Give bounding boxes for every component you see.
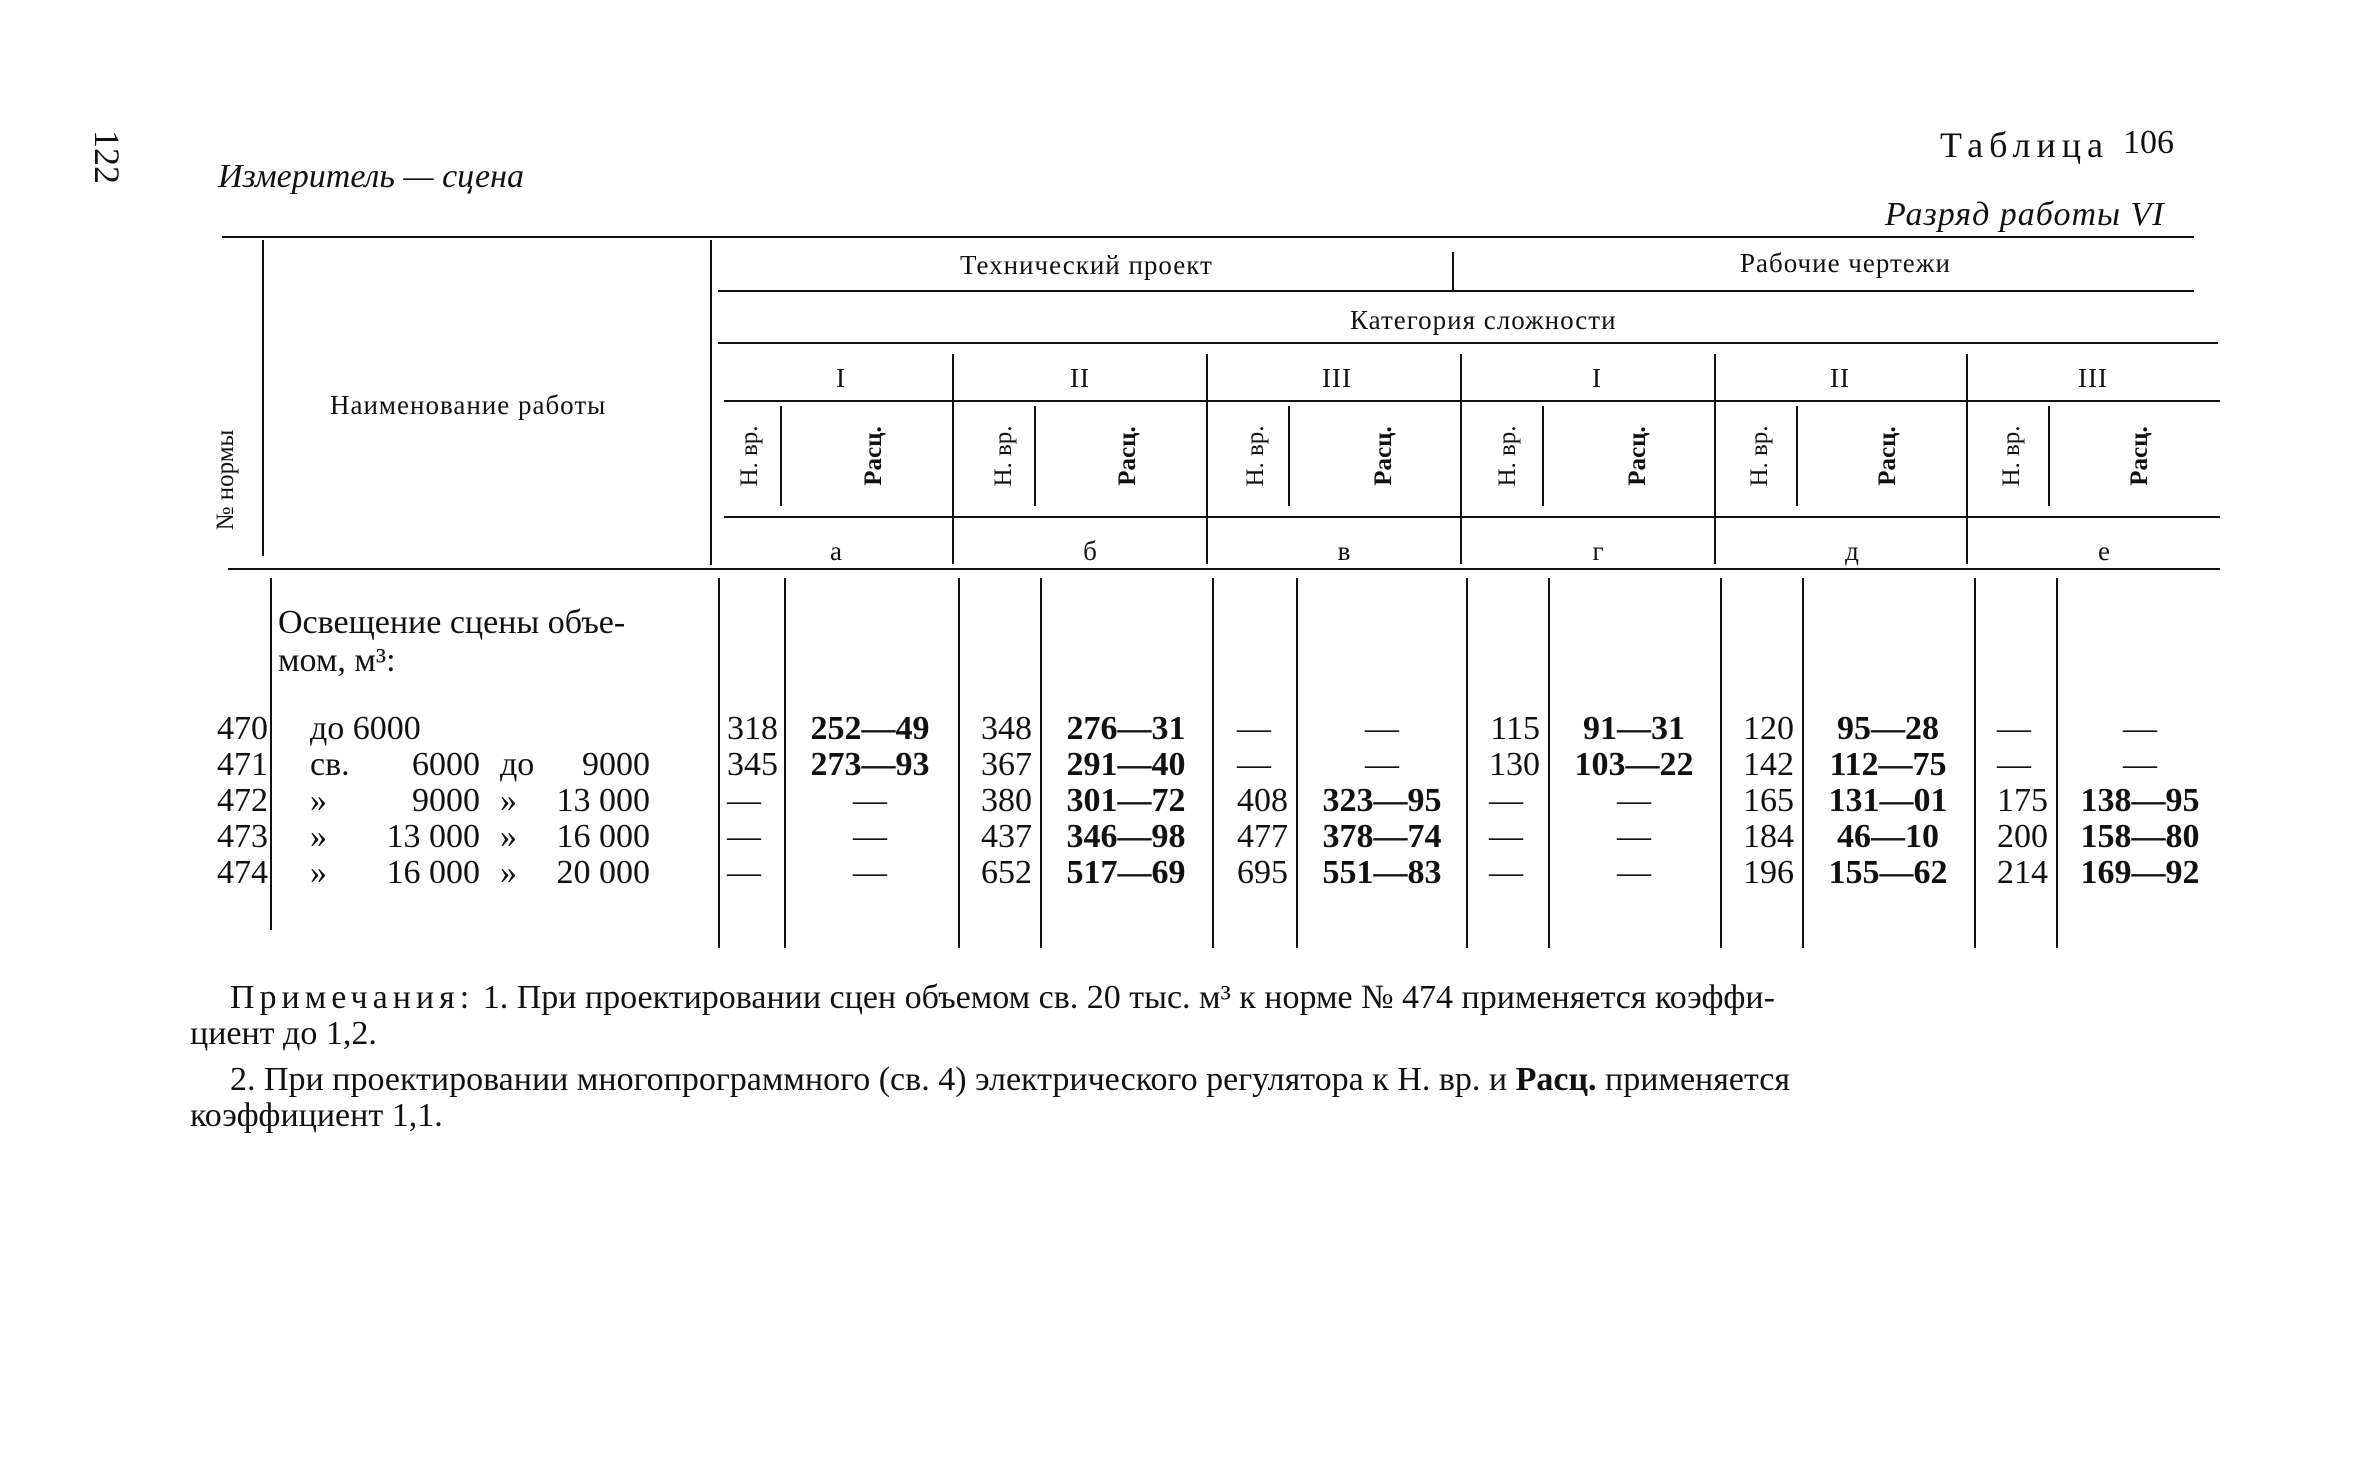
sub-divider-6 bbox=[2048, 406, 2050, 506]
time-norm-cell: 214 bbox=[1997, 854, 2048, 891]
work-name-part: » bbox=[500, 854, 517, 891]
category-label: III bbox=[1322, 363, 1352, 393]
rate-cell: — bbox=[2123, 746, 2157, 783]
header-technical-project: Технический проект bbox=[960, 250, 1213, 280]
subheader-rasc: Расц. bbox=[860, 426, 887, 486]
rate-cell: 517—69 bbox=[1066, 854, 1186, 891]
page-number: 122 bbox=[87, 130, 127, 184]
work-name-part: 13 000 bbox=[556, 782, 650, 819]
norm-number: 474 bbox=[217, 854, 268, 891]
header-work-name: Наименование работы bbox=[330, 390, 607, 420]
header-bottom-rule bbox=[228, 568, 2220, 570]
rate-cell: 276—31 bbox=[1066, 710, 1186, 747]
norm-number: 472 bbox=[217, 782, 268, 819]
note-1-continuation: циент до 1,2. bbox=[190, 1015, 377, 1052]
time-norm-cell: — bbox=[1237, 710, 1271, 747]
category-label: I bbox=[836, 363, 846, 393]
cat-divider-1 bbox=[952, 354, 954, 564]
rate-cell: 103—22 bbox=[1574, 746, 1694, 783]
body-col-line-11 bbox=[1974, 578, 1976, 948]
table-top-rule bbox=[222, 236, 2194, 238]
rate-cell: — bbox=[853, 854, 887, 891]
rate-cell: 301—72 bbox=[1066, 782, 1186, 819]
column-letter: а bbox=[830, 536, 842, 566]
work-name-part: » bbox=[310, 782, 327, 819]
time-norm-cell: 115 bbox=[1490, 710, 1540, 747]
time-norm-cell: — bbox=[1489, 782, 1523, 819]
time-norm-cell: — bbox=[1237, 746, 1271, 783]
header-complexity: Категория сложности bbox=[1350, 305, 1617, 335]
column-letter: в bbox=[1337, 536, 1351, 566]
note-2-text-a: 2. При проектировании многопрограммного (св. 4) электрического регулятора к Н. вр. и bbox=[230, 1061, 1508, 1098]
subheader-rule bbox=[724, 516, 2220, 518]
notes-heading: Примечания: bbox=[230, 979, 475, 1016]
note-2-bold: Расц. bbox=[1515, 1061, 1597, 1098]
rate-cell: — bbox=[853, 782, 887, 819]
category-label: II bbox=[1830, 363, 1850, 393]
category-label: I bbox=[1592, 363, 1602, 393]
cat-divider-2 bbox=[1206, 354, 1208, 564]
body-col-line-5 bbox=[1212, 578, 1214, 948]
time-norm-cell: 437 bbox=[981, 818, 1032, 855]
time-norm-cell: 200 bbox=[1997, 818, 2048, 855]
norm-number: 470 bbox=[217, 710, 268, 747]
work-name-part: св. bbox=[310, 746, 350, 783]
time-norm-cell: 196 bbox=[1743, 854, 1794, 891]
subheader-rasc: Расц. bbox=[2126, 426, 2153, 486]
body-col-line-3 bbox=[958, 578, 960, 948]
body-col-line-7 bbox=[1466, 578, 1468, 948]
rate-cell: — bbox=[1617, 854, 1651, 891]
time-norm-cell: 184 bbox=[1743, 818, 1794, 855]
subheader-hvr: Н. вр. bbox=[1494, 425, 1521, 487]
time-norm-cell: 130 bbox=[1489, 746, 1540, 783]
note-2-text-b: применяется bbox=[1605, 1061, 1790, 1098]
work-name-part: 16 000 bbox=[386, 854, 480, 891]
time-norm-cell: 318 bbox=[727, 710, 778, 747]
work-name-part: » bbox=[310, 818, 327, 855]
subheader-hvr: Н. вр. bbox=[1998, 425, 2025, 487]
category-label: III bbox=[2078, 363, 2108, 393]
notes bbox=[190, 979, 2220, 1144]
time-norm-cell: — bbox=[1489, 854, 1523, 891]
work-name-part: 6000 bbox=[412, 746, 480, 783]
column-letter: е bbox=[2098, 536, 2110, 566]
section-title-line1: Освещение сцены объе- bbox=[278, 604, 626, 641]
time-norm-cell: — bbox=[1997, 746, 2031, 783]
time-norm-cell: 348 bbox=[981, 710, 1032, 747]
header-working-drawings: Рабочие чертежи bbox=[1740, 248, 1951, 278]
time-norm-cell: 175 bbox=[1997, 782, 2048, 819]
column-letter: б bbox=[1083, 536, 1097, 566]
body-col-line-12 bbox=[2056, 578, 2058, 948]
body-col-line-8 bbox=[1548, 578, 1550, 948]
work-name-part: 13 000 bbox=[386, 818, 480, 855]
time-norm-cell: 367 bbox=[981, 746, 1032, 783]
table-title bbox=[1940, 124, 2174, 166]
subheader-hvr: Н. вр. bbox=[1746, 425, 1773, 487]
note-2-continuation: коэффициент 1,1. bbox=[190, 1097, 443, 1134]
rate-cell: — bbox=[1365, 710, 1399, 747]
time-norm-cell: 120 bbox=[1743, 710, 1794, 747]
time-norm-cell: 408 bbox=[1237, 782, 1288, 819]
work-name-part: 9000 bbox=[412, 782, 480, 819]
rate-cell: 346—98 bbox=[1066, 818, 1186, 855]
work-grade: Разряд работы VI bbox=[1885, 196, 2165, 233]
sub-divider-3 bbox=[1288, 406, 1290, 506]
subheader-rasc: Расц. bbox=[1624, 426, 1651, 486]
note-1 bbox=[190, 979, 2220, 1052]
sub-divider-5 bbox=[1796, 406, 1798, 506]
time-norm-cell: 345 bbox=[727, 746, 778, 783]
rate-cell: — bbox=[1617, 818, 1651, 855]
complexity-rule bbox=[718, 342, 2218, 344]
subheader-rasc: Расц. bbox=[1874, 426, 1901, 486]
rate-cell: 131—01 bbox=[1828, 782, 1948, 819]
time-norm-cell: — bbox=[727, 818, 761, 855]
rate-cell: 46—10 bbox=[1837, 818, 1939, 855]
rate-cell: 112—75 bbox=[1829, 746, 1947, 783]
group-divider bbox=[1452, 252, 1454, 290]
time-norm-cell: 477 bbox=[1237, 818, 1288, 855]
rate-cell: — bbox=[1365, 746, 1399, 783]
time-norm-cell: 695 bbox=[1237, 854, 1288, 891]
body-col-line-9 bbox=[1720, 578, 1722, 948]
rate-cell: 291—40 bbox=[1066, 746, 1186, 783]
cat-divider-4 bbox=[1714, 354, 1716, 564]
category-rule bbox=[724, 400, 2220, 402]
subheader-rasc: Расц. bbox=[1370, 426, 1397, 486]
work-name-part: 20 000 bbox=[556, 854, 650, 891]
group-rule bbox=[718, 290, 2194, 292]
section-title-line2: мом, м³: bbox=[278, 642, 396, 679]
rate-cell: 252—49 bbox=[810, 710, 930, 747]
work-name-part: 16 000 bbox=[556, 818, 650, 855]
note-1-text: 1. При проектировании сцен объемом св. 20 тыс. м³ к норме № 474 применяется коэффи- bbox=[482, 979, 1775, 1016]
work-name-part: » bbox=[310, 854, 327, 891]
subheader-hvr: Н. вр. bbox=[990, 425, 1017, 487]
subheader-rasc: Расц. bbox=[1114, 426, 1141, 486]
name-col-divider bbox=[710, 240, 712, 565]
time-norm-cell: 142 bbox=[1743, 746, 1794, 783]
norm-number: 471 bbox=[217, 746, 268, 783]
rate-cell: — bbox=[2123, 710, 2157, 747]
time-norm-cell: — bbox=[727, 782, 761, 819]
rate-cell: — bbox=[1617, 782, 1651, 819]
norm-number: 473 bbox=[217, 818, 268, 855]
work-name-part: до 6000 bbox=[310, 710, 421, 747]
rate-cell: 91—31 bbox=[1583, 710, 1685, 747]
cat-divider-5 bbox=[1966, 354, 1968, 564]
body-col-line-10 bbox=[1802, 578, 1804, 948]
time-norm-cell: 380 bbox=[981, 782, 1032, 819]
rate-cell: 95—28 bbox=[1837, 710, 1939, 747]
note-2 bbox=[190, 1061, 2220, 1134]
rate-cell: 155—62 bbox=[1828, 854, 1948, 891]
rate-cell: 158—80 bbox=[2080, 818, 2200, 855]
subheader-hvr: Н. вр. bbox=[1242, 425, 1269, 487]
body-no-divider bbox=[270, 578, 272, 930]
rate-cell: 323—95 bbox=[1322, 782, 1442, 819]
body-col-line-6 bbox=[1296, 578, 1298, 948]
table-title-label: Таблица bbox=[1940, 125, 2109, 165]
measure-label: Измеритель — сцена bbox=[218, 158, 524, 195]
column-letter: д bbox=[1845, 536, 1859, 566]
time-norm-cell: — bbox=[1489, 818, 1523, 855]
work-name-part: 9000 bbox=[582, 746, 650, 783]
rate-cell: 551—83 bbox=[1322, 854, 1442, 891]
sub-divider-1 bbox=[780, 406, 782, 506]
sub-divider-4 bbox=[1542, 406, 1544, 506]
work-name-part: » bbox=[500, 818, 517, 855]
table-number: 106 bbox=[2122, 124, 2174, 161]
body-col-line-4 bbox=[1040, 578, 1042, 948]
time-norm-cell: 652 bbox=[981, 854, 1032, 891]
work-name-part: » bbox=[500, 782, 517, 819]
rate-cell: 138—95 bbox=[2080, 782, 2200, 819]
body-col-line-2 bbox=[784, 578, 786, 948]
category-label: II bbox=[1070, 363, 1090, 393]
cat-divider-3 bbox=[1460, 354, 1462, 564]
column-letter: г bbox=[1592, 536, 1604, 566]
rate-cell: — bbox=[853, 818, 887, 855]
time-norm-cell: — bbox=[727, 854, 761, 891]
sub-divider-2 bbox=[1034, 406, 1036, 506]
no-col-divider bbox=[262, 240, 264, 556]
work-name-part: до bbox=[500, 746, 535, 783]
rate-cell: 169—92 bbox=[2080, 854, 2200, 891]
subheader-hvr: Н. вр. bbox=[736, 425, 763, 487]
rate-cell: 273—93 bbox=[810, 746, 930, 783]
time-norm-cell: — bbox=[1997, 710, 2031, 747]
rate-cell: 378—74 bbox=[1322, 818, 1442, 855]
time-norm-cell: 165 bbox=[1743, 782, 1794, 819]
header-norm-number: № нормы bbox=[212, 429, 239, 531]
